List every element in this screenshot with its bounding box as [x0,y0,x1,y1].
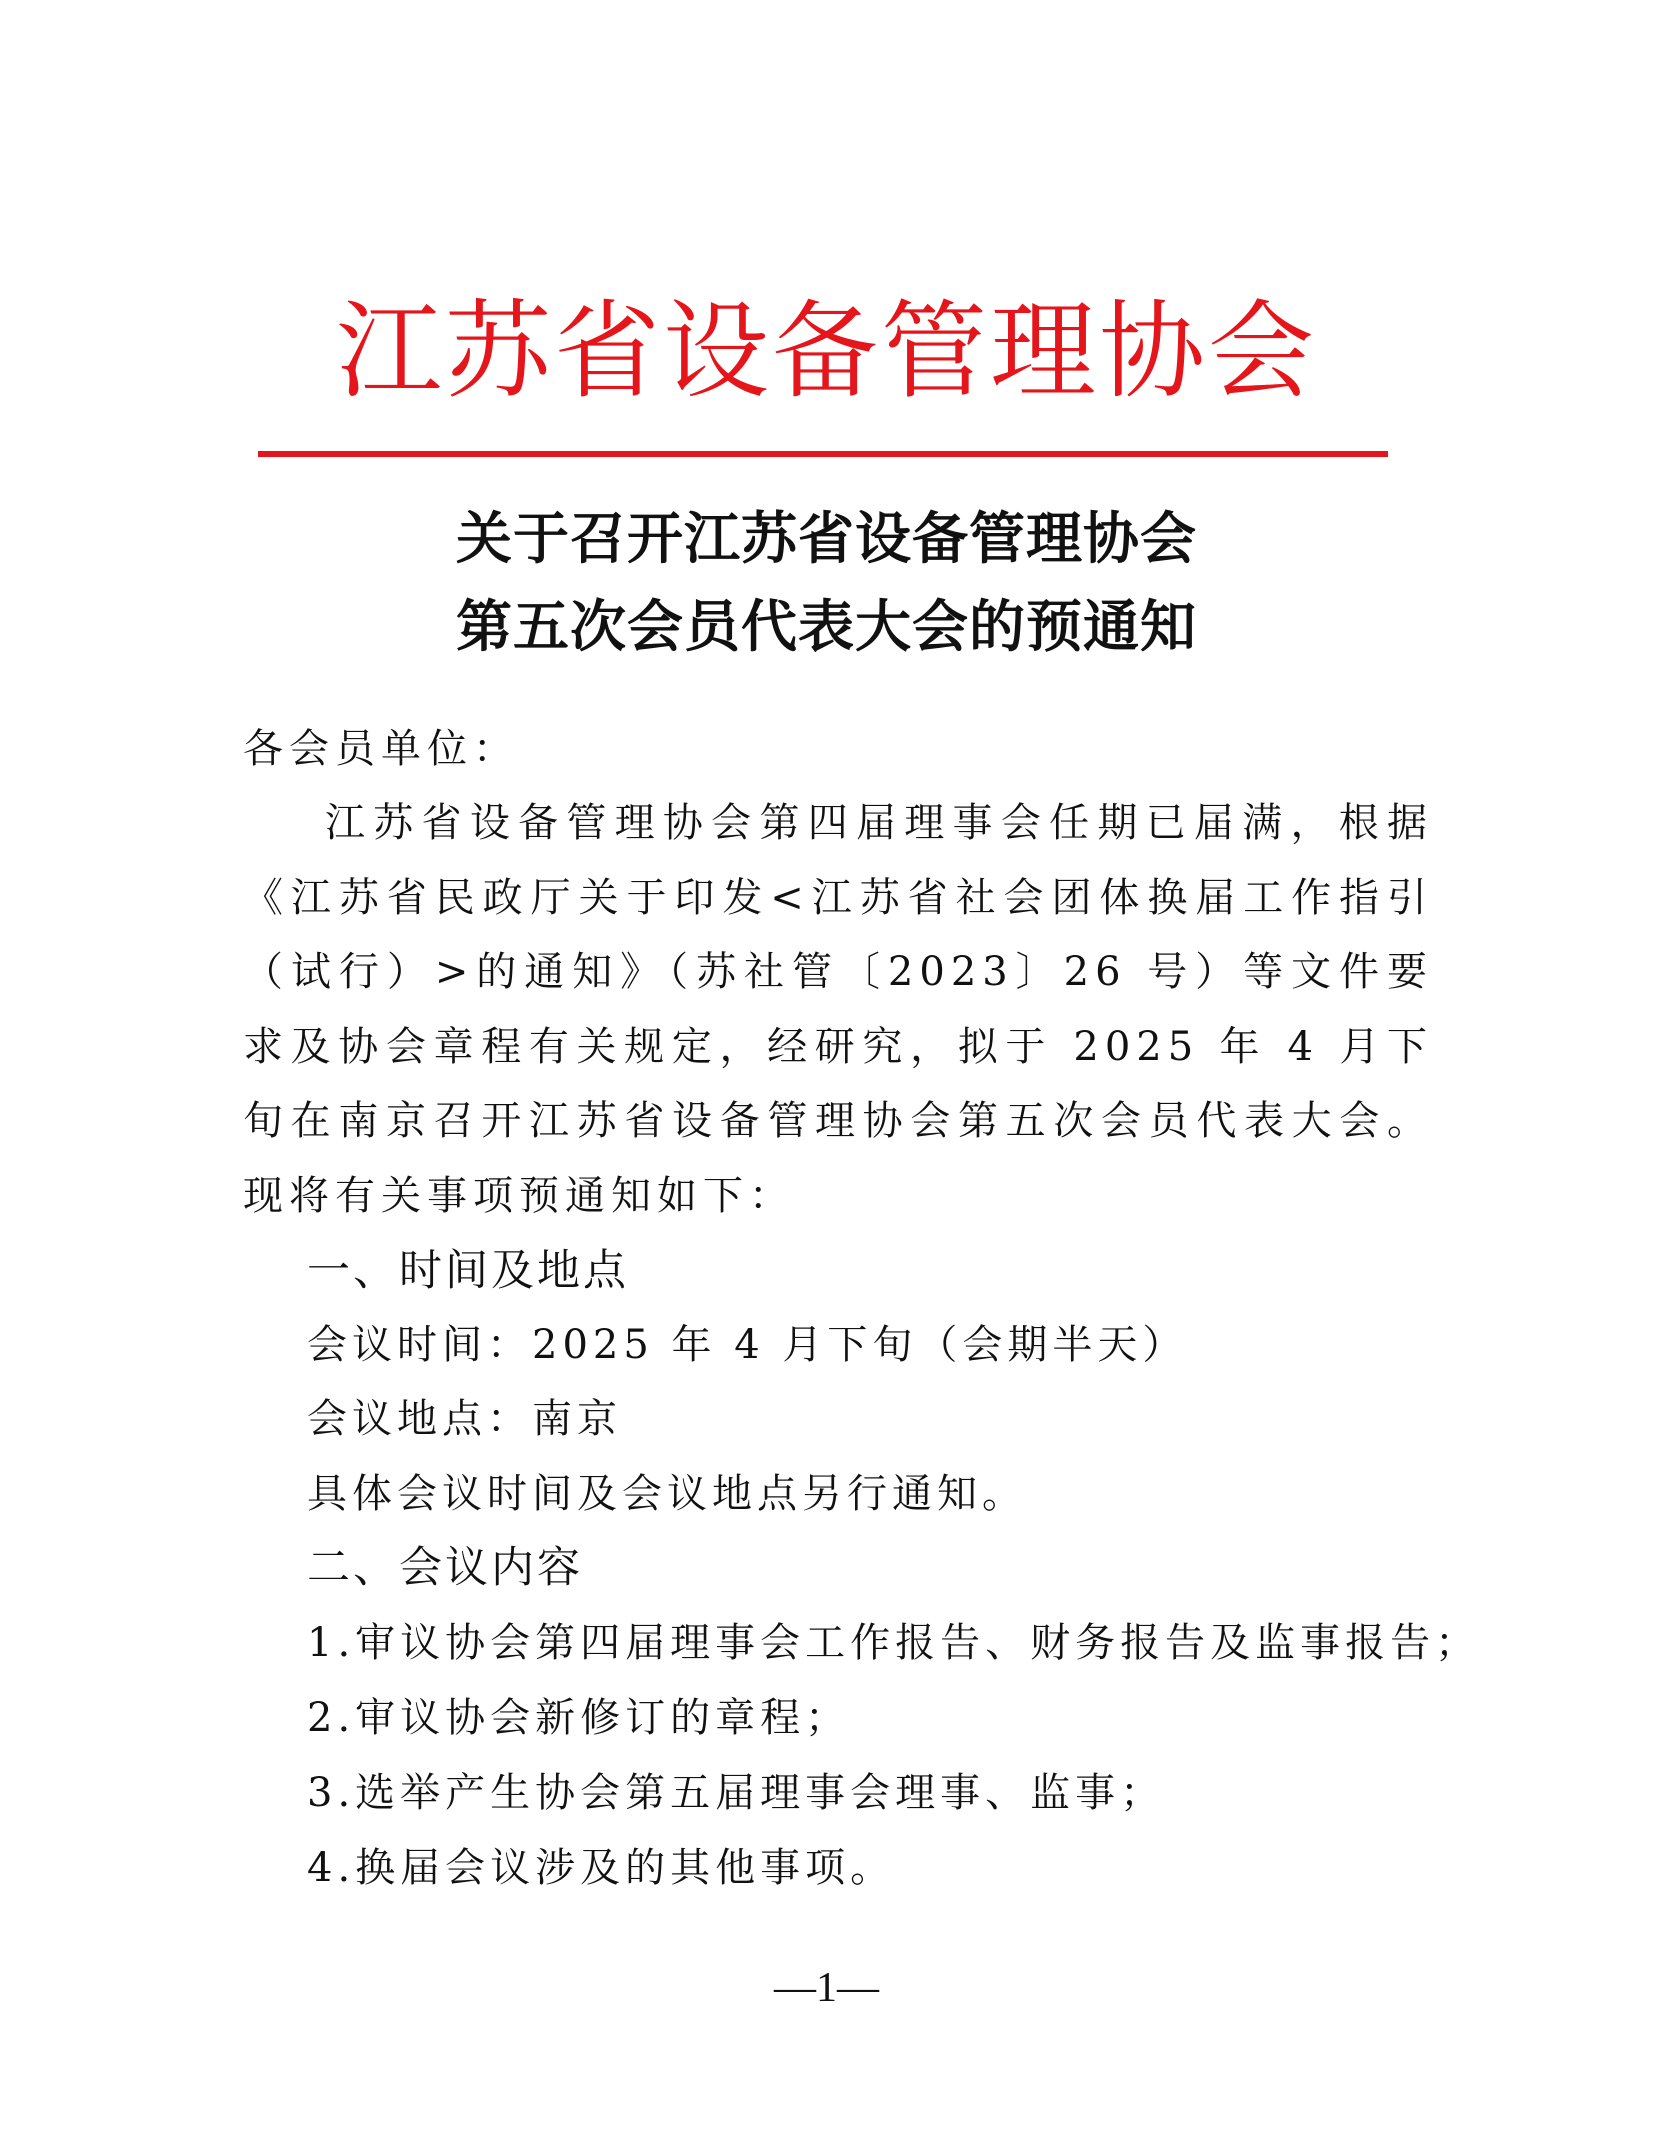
page-number: —1— [774,1965,879,2011]
document-title [0,496,1653,672]
agenda-item-3: 3.选举产生协会第五届理事会理事、监事； [307,1770,1166,1816]
time-location-note: 具体会议时间及会议地点另行通知。 [307,1471,1027,1517]
salutation: 各会员单位： [243,726,519,772]
agenda-item-1: 1.审议协会第四届理事会工作报告、财务报告及监事报告； [307,1620,1481,1666]
section-2-heading: 二、会议内容 [307,1543,583,1593]
meeting-time: 会议时间：2025 年 4 月下旬（会期半天） [307,1322,1188,1368]
agenda-item-4: 4.换届会议涉及的其他事项。 [307,1845,896,1891]
meeting-location: 会议地点：南京 [307,1396,622,1442]
organization-letterhead: 江苏省设备管理协会 [336,290,1317,413]
document-title-line-2: 第五次会员代表大会的预通知 [456,595,1197,660]
intro-paragraph: 江苏省设备管理协会第四届理事会任期已届满，根据《江苏省民政厅关于印发<江苏省社会团体换届工作指引（试行）>的通知》（苏社管〔2023〕26 号）等文件要求及协会章程有关规定，经研究，拟于 2025 年 4 月下旬在南京召开江苏省设备管理协会第五次会员代表大会。现将有关事项预通知如下： [243,800,1433,1219]
agenda-item-2: 2.审议协会新修订的章程； [307,1695,851,1741]
document-title-line-1: 关于召开江苏省设备管理协会 [456,507,1197,572]
section-1-heading: 一、时间及地点 [307,1246,629,1296]
letterhead-red-rule [258,451,1388,457]
